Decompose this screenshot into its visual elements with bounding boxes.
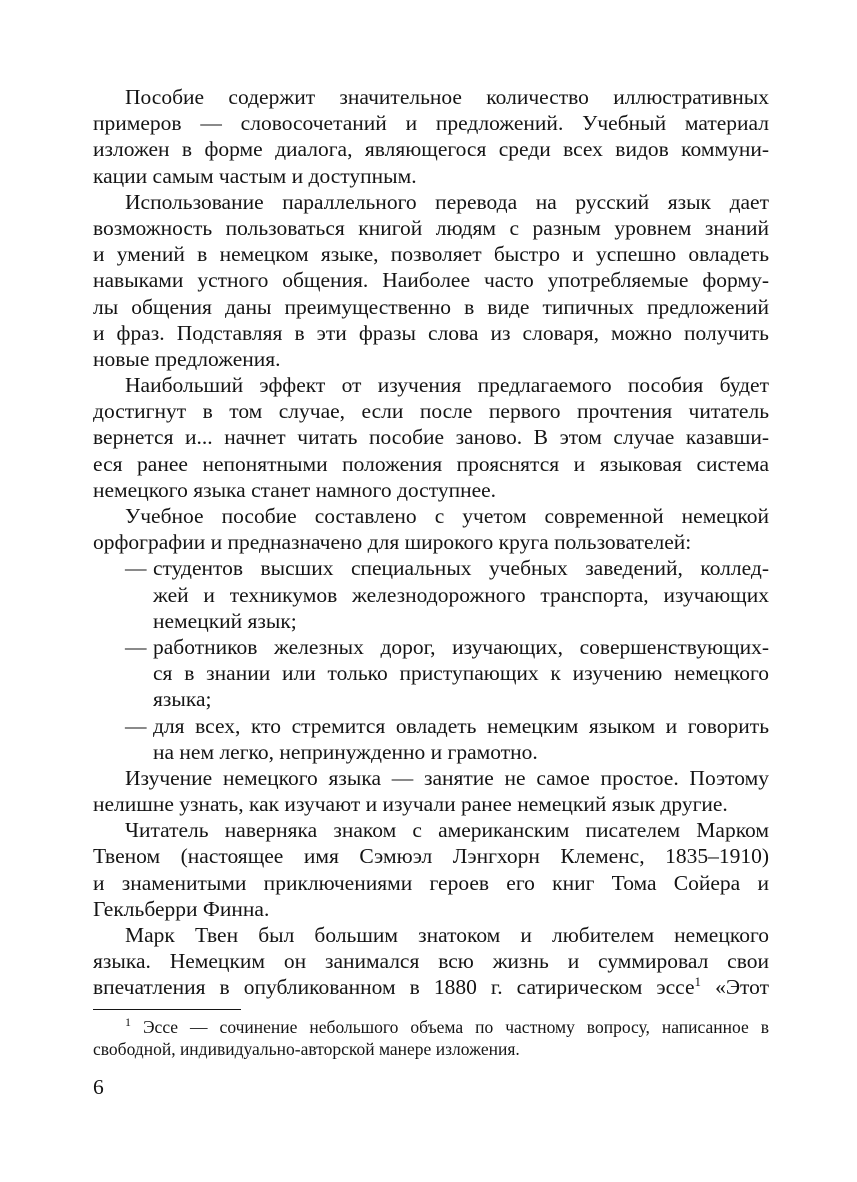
body-line: Читатель наверняка знаком с американским писателем Марком <box>125 818 769 843</box>
footnote-line <box>93 1016 769 1038</box>
body-line: Использование параллельного перевода на русский язык дает <box>125 189 769 214</box>
list-item <box>93 555 769 581</box>
body-line: возможность пользоваться книгой людям с разным уровнем знаний <box>93 215 769 240</box>
body-line: вернется и... начнет читать пособие заново. В этом случае казавши- <box>93 425 769 450</box>
body-line: и умений в немецком языке, позволяет быстро и успешно овладеть <box>93 242 769 267</box>
body-line: орфографии и предназначено для широкого круга пользователей: <box>93 530 692 555</box>
body-line: Гекльберри Финна. <box>93 896 270 921</box>
footnote-divider <box>93 1009 241 1010</box>
list-item-text: работников железных дорог, изучающих, совершенствующих- <box>153 634 769 659</box>
body-line: Наибольший эффект от изучения предлагаемого пособия будет <box>125 373 769 398</box>
body-line-tail: «Этот <box>715 975 769 1000</box>
body-line: примеров — словосочетаний и предложений. Учебный материал <box>93 111 769 136</box>
body-line: и знаменитыми приключениями героев его книг Тома Сойера и <box>93 870 769 895</box>
footnote-text: Эссе — сочинение небольшого объема по частному вопросу, написанное в <box>143 1017 770 1037</box>
footnote-line: свободной, индивидуально-авторской манере изложения. <box>93 1039 520 1059</box>
body-line: навыками устного общения. Наиболее часто употребляемые форму- <box>93 268 769 293</box>
body-line: Марк Твен был большим знатоком и любителем немецкого <box>125 923 769 947</box>
list-dash: — <box>125 713 147 738</box>
body-line: нелишне узнать, как изучают и изучали ранее немецкий язык другие. <box>93 792 728 817</box>
footnote-reference[interactable]: 1 <box>694 974 702 990</box>
footnote <box>93 1016 769 1060</box>
body-line: новые предложения. <box>93 346 281 371</box>
list-item-line: жей и техникумов железнодорожного транспорта, изучающих <box>153 582 769 607</box>
body-line-text: впечатления в опубликованном в 1880 г. сатирическом эссе <box>93 975 695 1000</box>
page-number: 6 <box>93 1075 104 1099</box>
list-item-line: языка; <box>153 687 212 712</box>
body-line: языка. Немецким он занимался всю жизнь и суммировал свои <box>93 949 769 974</box>
body-line: лы общения даны преимущественно в виде типичных предложений <box>93 294 769 319</box>
footnote-marker: 1 <box>125 1015 131 1030</box>
list-dash: — <box>125 634 147 659</box>
body-line: изложен в форме диалога, являющегося среди всех видов коммуни- <box>93 137 769 162</box>
list-item-text: студентов высших специальных учебных заведений, коллед- <box>153 556 769 581</box>
body-line: немецкого языка станет намного доступнее. <box>93 477 497 502</box>
body-line: достигнут в том случае, если после первого прочтения читатель <box>93 399 769 424</box>
page-body <box>93 84 769 1001</box>
body-line <box>93 974 769 1000</box>
body-line: и фраз. Подставляя в эти фразы слова из словаря, можно получить <box>93 320 769 345</box>
body-line: кации самым частым и доступным. <box>93 163 417 188</box>
body-line: еся ранее непонятными положения прояснятся и языковая система <box>93 451 769 476</box>
body-line: Твеном (настоящее имя Сэмюэл Лэнгхорн Клеменс, 1835–1910) <box>93 844 769 869</box>
list-item <box>93 713 769 739</box>
list-dash: — <box>125 556 147 581</box>
body-line: Пособие содержит значительное количество иллюстративных <box>125 85 769 109</box>
list-item-line: немецкий язык; <box>153 608 297 633</box>
body-line: Учебное пособие составлено с учетом современной немецкой <box>125 504 769 528</box>
body-line: Изучение немецкого языка — занятие не самое простое. Поэтому <box>125 765 769 790</box>
list-item-text: для всех, кто стремится овладеть немецким языком и говорить <box>153 713 769 738</box>
list-item <box>93 634 769 660</box>
list-item-line: ся в знании или только приступающих к изучению немецкого <box>153 661 769 686</box>
list-item-line: на нем легко, непринужденно и грамотно. <box>153 739 538 764</box>
